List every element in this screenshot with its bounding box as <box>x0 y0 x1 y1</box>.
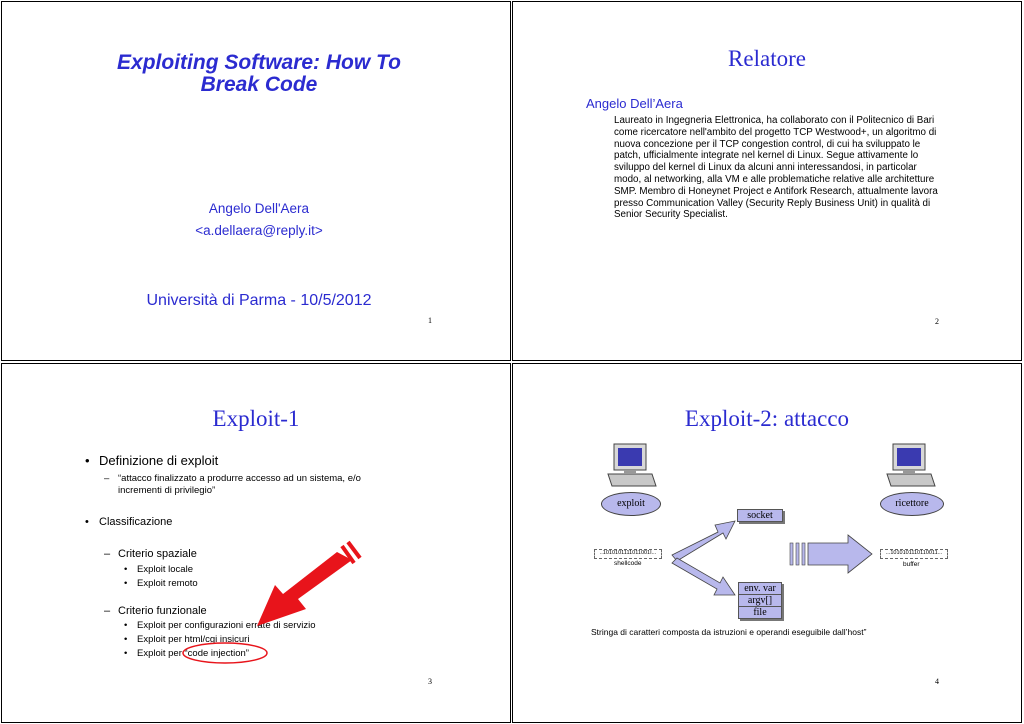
bullet-dot-icon: • <box>85 516 89 528</box>
shellcode-label: shellcode <box>614 560 642 567</box>
flow-arrows <box>660 515 880 605</box>
env-var-box: env. var <box>738 582 782 595</box>
bullet-dot-icon: • <box>85 453 90 468</box>
slide2-title: Relatore <box>728 46 806 71</box>
file-box: file <box>738 606 782 619</box>
slide3-title: Exploit-1 <box>212 406 300 431</box>
dash-icon: – <box>104 548 111 560</box>
slide3-crit1-item1: Exploit locale <box>137 564 193 575</box>
slide4-caption: Stringa di caratteri composta da istruzioni e operandi eseguibile dall’host” <box>591 627 867 637</box>
slide3-criterion2: Criterio funzionale <box>118 605 207 617</box>
slide2-page-number: 2 <box>935 317 939 326</box>
slide2-bio: Laureato in Ingegneria Elettronica, ha collaborato con il Politecnico di Bari come ricercatore nell'ambito del progetto TCP Westwood+, un algoritmo di nuova concezione per il TCP congestion control, di cui ha sviluppato le patch, ufficialmente integrate nel kernel di Linux. Segue attivamente lo sviluppo del kernel di Linux da alcuni anni interessandosi, in particolar modo, al networking, alla VM e alle problematiche relative alle architetture SMP. Membro di Honeynet Project e Antifork Research, attualmente lavora presso Communication Valley (Security Reply Business Unit) in qualità di Senior Security Specialist. <box>614 115 938 221</box>
slide3-bullet1-sub: “attacco finalizzato a produrre accesso ad un sistema, e/o <box>118 473 361 484</box>
slide3-crit2-item1: Exploit per configurazioni errate di servizio <box>137 620 316 631</box>
slide-2 <box>512 1 1022 361</box>
socket-box: socket <box>737 509 783 522</box>
dash-icon: – <box>104 605 111 617</box>
slide4-page-number: 4 <box>935 677 939 686</box>
slide3-crit1-item2: Exploit remoto <box>137 578 198 589</box>
dash-icon: – <box>104 473 110 484</box>
red-circle-icon <box>183 643 267 663</box>
shellcode-bits: ..1010101111011001I... <box>594 549 662 559</box>
arrow-down-icon <box>672 558 735 595</box>
slide3-bullet2: Classificazione <box>99 516 173 528</box>
slide2-name: Angelo Dell’Aera <box>586 96 683 111</box>
computer-icon <box>604 440 660 496</box>
slide1-title-line1: Exploiting Software: How To <box>117 51 401 74</box>
slide3-crit2-item2: Exploit per html/cgi insicuri <box>137 634 250 645</box>
slide1-page-number: 1 <box>428 316 432 325</box>
slide4-title: Exploit-2: attacco <box>684 406 850 431</box>
red-arrow-icon <box>180 540 380 670</box>
slide1-author: Angelo Dell'Aera <box>208 201 310 216</box>
arrow-up-icon <box>672 521 735 561</box>
slide3-bullet1: Definizione di exploit <box>99 453 219 468</box>
exploit-node: exploit <box>601 492 661 516</box>
bullet-dot-icon: • <box>124 634 128 645</box>
slide3-criterion1: Criterio spaziale <box>118 548 197 560</box>
buffer-bits: ...1010101110110011... <box>880 549 948 559</box>
slide3-page-number: 3 <box>428 677 432 686</box>
slide1-university: Università di Parma - 10/5/2012 <box>146 292 372 309</box>
argv-box: argv[] <box>738 594 782 607</box>
buffer-label: buffer <box>903 561 920 568</box>
slide1-email: <a.dellaera@reply.it> <box>195 223 323 238</box>
slide1-title <box>60 52 458 96</box>
bullet-dot-icon: • <box>124 564 128 575</box>
receiver-node: ricettore <box>880 492 944 516</box>
slide3-crit2-item3: Exploit per “code injection” <box>137 648 249 659</box>
bullet-dot-icon: • <box>124 648 128 659</box>
bullet-dot-icon: • <box>124 620 128 631</box>
bullet-dot-icon: • <box>124 578 128 589</box>
computer-icon <box>883 440 939 496</box>
slide3-bullet1-sub2: incrementi di privilegio” <box>118 485 216 496</box>
slide1-title-line2: Break Code <box>200 73 318 96</box>
arrow-right-icon <box>808 535 872 573</box>
